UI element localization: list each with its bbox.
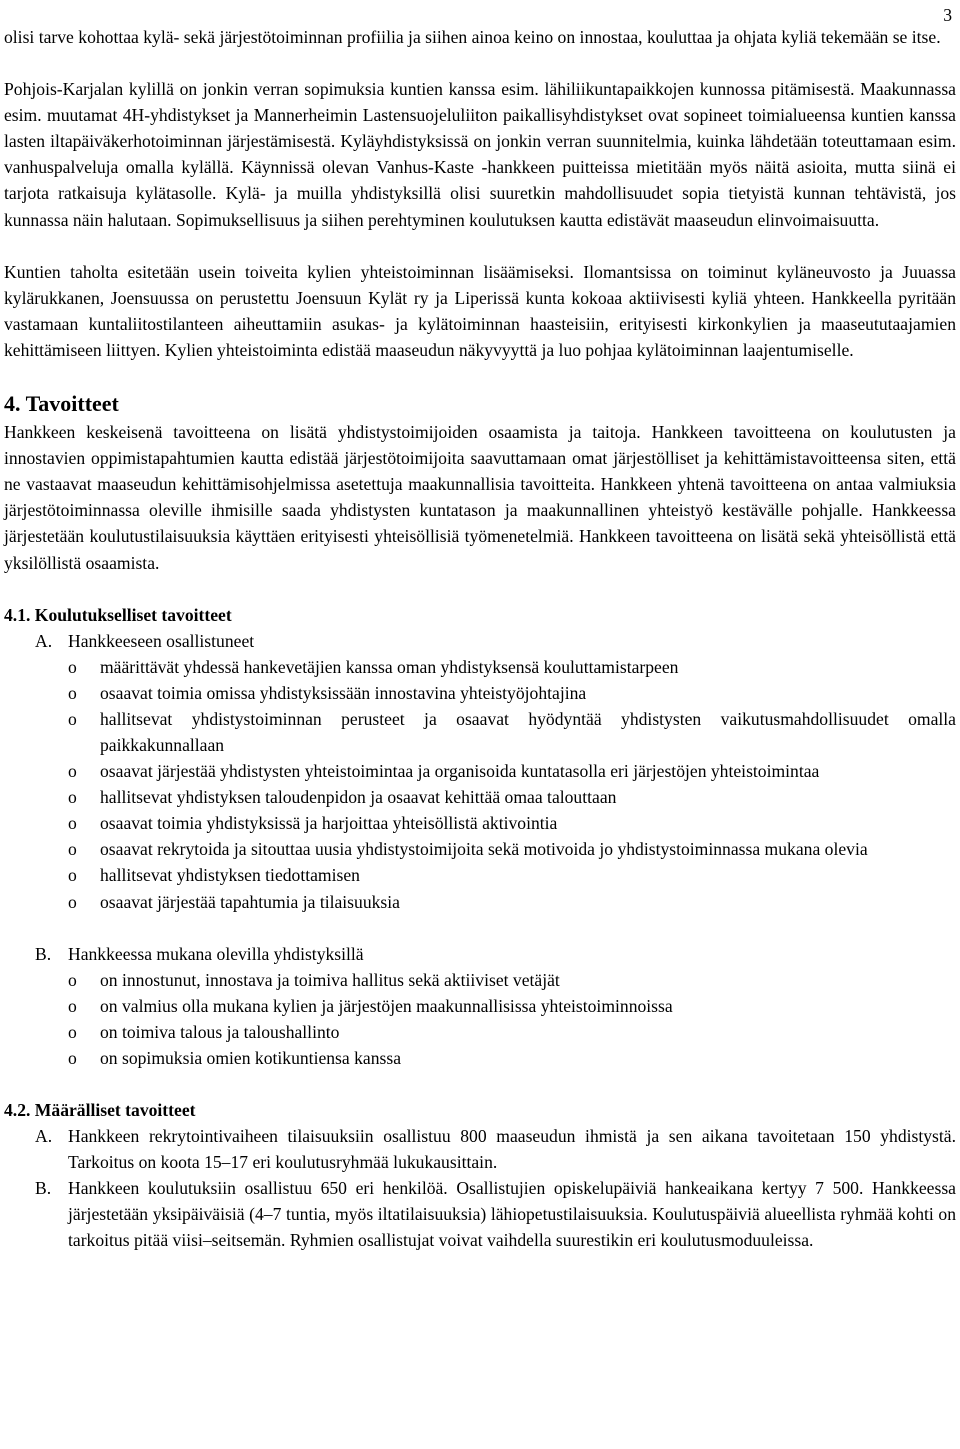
list-item: o on innostunut, innostava ja toimiva hallitus sekä aktiiviset vetäjät: [4, 967, 956, 993]
page-number: 3: [943, 5, 952, 25]
section-4-number: 4.: [4, 391, 21, 417]
section-4-heading: [4, 389, 956, 419]
bullet-mark: o: [68, 995, 77, 1016]
group-a-list: [4, 654, 956, 915]
list-item: o määrittävät yhdessä hankevetäjien kanssa oman yhdistyksensä kouluttamistarpeen: [4, 654, 956, 680]
quantitative-goals-list: [4, 1123, 956, 1253]
bullet-mark: o: [68, 813, 77, 834]
intro-paragraph-3: Kuntien taholta esitetään usein toiveita kylien yhteistoiminnan lisäämiseksi. Ilomantsissa on toiminut kyläneuvosto ja Juuassa kylärukkanen, Joensuussa on perustettu Joensuun Kylät ry ja Liperissä kunta kokoaa aktiivisesti kyliä yhteen. Hankkeella pyritään vastamaan kuntaliitostilanteen aiheuttamiin asukas- ja kylätoiminnan haasteisiin, erityisesti kirkonkylien ja maaseututaajamien kehittämiseen liittyen. Kylien yhteistoiminta edistää maaseudun näkyvyyttä ja luo pohjaa kylätoiminnan laajentumiselle.: [4, 261, 956, 360]
list-item: o osaavat toimia omissa yhdistyksissään innostavina yhteistyöjohtajina: [4, 680, 956, 706]
section-4-body: Hankkeen keskeisenä tavoitteena on lisätä yhdistystoimijoiden osaamista ja taitoja. Hankkeen tavoitteena on koulutusten ja innostavien oppimistapahtumien kautta edistää järjestötoimijoita saavuttamaan omat järjestölliset ja kehittämistavoitteensa siten, että ne vastaavat maaseudun kehittämisohjelmissa asetettuja maakunnallisia tavoitteita. Hankkeen yhtenä tavoitteena on antaa valmiuksia järjestötoiminnassa oleville ihmisille saada yhdistysten kuntatason ja maakunnallinen yhteistyö kestävälle pohjalle. Hankkeessa järjestetään koulutustilaisuuksia käyttäen erityisesti yhteisöllisiä työmenetelmiä. Hankkeen tavoitteena on lisätä sekä yhteisöllistä että yksilöllistä osaamista.: [4, 422, 956, 573]
group-b-label: B.: [35, 943, 52, 964]
document-page: [4, 5, 956, 1254]
bullet-mark: o: [68, 865, 77, 886]
list-item: B. Hankkeen koulutuksiin osallistuu 650 eri henkilöä. Osallistujien opiskelupäiviä hankeaikana kertyy 7 500. Hankkeessa järjestetään yksipäiväisiä (4–7 tuntia, myös iltatilaisuuksia) lähiopetustilaisuuksia. Koulutuspäiviä alueellista ryhmää kohti on tarkoitus pitää viisi–seitsemän. Ryhmien osallistujat voivat vaihdella suurestikin eri koulutusmoduuleissa.: [35, 1178, 956, 1251]
section-41-heading: 4.1. Koulutukselliset tavoitteet: [4, 604, 232, 625]
bullet-mark: o: [68, 708, 77, 729]
bullet-mark: o: [68, 969, 77, 990]
bullet-mark: o: [68, 839, 77, 860]
list-item: o on valmius olla mukana kylien ja järjestöjen maakunnallisissa yhteistoiminnoissa: [4, 993, 956, 1019]
list-item: o osaavat rekrytoida ja sitouttaa uusia yhdistystoimijoita sekä motivoida jo yhdistystoiminnassa mukana olevia: [4, 836, 956, 862]
list-item: o osaavat järjestää tapahtumia ja tilaisuuksia: [4, 889, 956, 915]
section-4-title: Tavoitteet: [25, 391, 119, 417]
list-item: o hallitsevat yhdistyksen taloudenpidon ja osaavat kehittää omaa talouttaan: [4, 784, 956, 810]
intro-paragraph-1: olisi tarve kohottaa kylä- sekä järjestötoiminnan profiilia ja siihen ainoa keino on innostaa, kouluttaa ja ohjata kyliä tekemään se itse.: [4, 27, 941, 47]
list-item: o on sopimuksia omien kotikuntiensa kanssa: [4, 1045, 956, 1071]
group-b-header: [4, 941, 956, 967]
bullet-mark: o: [68, 682, 77, 703]
group-b-title: Hankkeessa mukana olevilla yhdistyksillä: [68, 943, 364, 964]
bullet-mark: o: [68, 787, 77, 808]
bullet-mark: o: [68, 1048, 77, 1068]
list-item: A. Hankkeen rekrytointivaiheen tilaisuuksiin osallistuu 800 maaseudun ihmistä ja sen aikana tavoitetaan 150 yhdistystä. Tarkoitus on koota 15–17 eri koulutusryhmää lukukausittain.: [35, 1126, 956, 1173]
bullet-mark: o: [68, 761, 77, 782]
list-item: o osaavat järjestää yhdistysten yhteistoimintaa ja organisoida kuntatasolla eri järjestöjen yhteistoimintaa: [4, 758, 956, 784]
bullet-mark: o: [68, 891, 77, 912]
group-a-title: Hankkeeseen osallistuneet: [68, 630, 255, 651]
intro-paragraph-2: Pohjois-Karjalan kylillä on jonkin verran sopimuksia kuntien kanssa esim. lähiliikuntapaikkojen kunnossa pitämisestä. Maakunnassa esim. muutamat 4H-yhdistykset ja Mannerheimin Lastensuojeluliiton paikallisyhdistykset ovat sopineet toimialueensa kuntien kanssa lasten iltapäiväkerhotoiminnan järjestämisestä. Kyläyhdistyksissä on jonkin verran suunnitelmia, kuinka lähdetään toteuttamaan esim. vanhuspalveluja omalla kylällä. Käynnissä olevan Vanhus-Kaste -hankkeen puitteissa mietitään myös näitä asioita, mutta siinä ei tarjota ratkaisuja kylätasolle. Kylä- ja muilla yhdistyksillä olisi suuretkin mahdollisuudet sopia tietyistä kunnan tehtävistä, jos kunnassa näin halutaan. Sopimuksellisuus ja siihen perehtyminen koulutuksen kautta edistävät maaseudun elinvoimaisuutta.: [4, 79, 956, 230]
list-item: o hallitsevat yhdistyksen tiedottamisen: [4, 862, 956, 888]
group-b-list: [4, 967, 956, 1071]
bullet-mark: o: [68, 1021, 77, 1042]
bullet-mark: o: [68, 656, 77, 677]
list-item: o osaavat toimia yhdistyksissä ja harjoittaa yhteisöllistä aktivointia: [4, 810, 956, 836]
group-a-header: [4, 628, 956, 654]
list-item: o on toimiva talous ja taloushallinto: [4, 1019, 956, 1045]
group-a-label: A.: [35, 630, 53, 651]
list-item: o hallitsevat yhdistystoiminnan perusteet ja osaavat hyödyntää yhdistysten vaikutusmahdollisuudet omalla paikkakunnallaan: [4, 706, 956, 758]
section-42-heading: 4.2. Määrälliset tavoitteet: [4, 1100, 196, 1121]
